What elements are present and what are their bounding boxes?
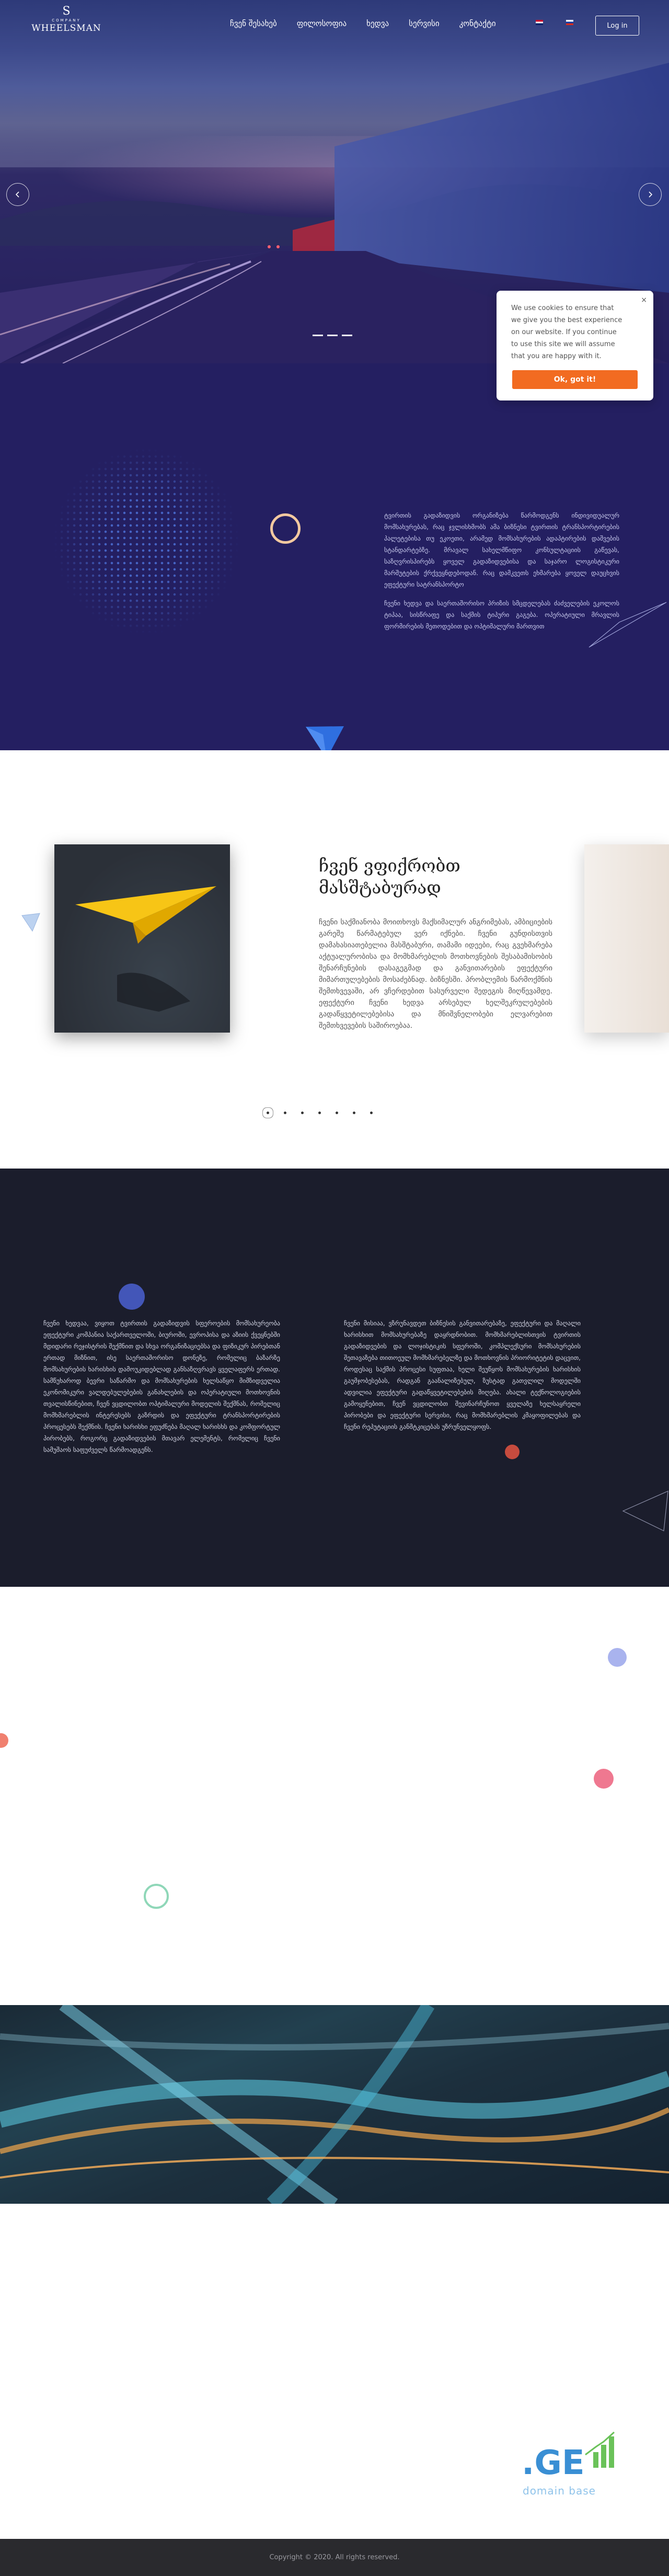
ring-decoration-icon [270,513,301,544]
copyright-text: Copyright © 2020. All rights reserved. [269,2554,400,2561]
blue-triangle-decoration-icon [303,724,345,750]
values-title: ჩვენ ვფიქრობთ მასშტაბურად [319,855,460,898]
domainbase-sub-text: domain base [523,2485,596,2497]
red-dot-decoration-icon [505,1445,520,1459]
blue-dot-decoration-icon [119,1284,145,1310]
paper-plane-icon [54,844,230,1033]
story-right-text: ჩვენი მისიაა, ვზრუნავდეთ ბიზნესის განვითარებაზე, ეფექტური და მაღალი ხარისხით მომსახურებაზე დაყრდნობით. მომხმარებლისთვის ტვირთის გადაზიდვების და ლოჯისტიკის სფეროში, კომპლექსური მომსახურების შეთავაზება თითოეულ მომხმარებელზე და მოთხოვნის პრიორიტეტის დაცვით, როდესაც საქმის პროცესი სუფთაა, ხელი შეუწყოს მომსახურების ხარისხის გაუმჯობესებას, რადგან გაანალიზებულ, ზუსტად გათვლილ მოდელში ადვილია ეფექტური გადაწყვეტილებების მიღება. ახალი ტექნოლოგიების გამოყენებით, ჩვენ ვცდილობთ შევინარჩუნოთ ყველაზე ხელსაყრელი პირობები და ეფექტური სერვისი, რაც მომხმარებლის კმაყოფილებას და ჩვენი რეპუტაციის განმტკიცებას უზრუნველყოფს. [344,1320,581,1430]
pager-dot[interactable] [267,1112,269,1114]
nav-item-philosophy[interactable]: ფილოსოფია [296,19,347,28]
cookie-consent-popup [497,291,653,400]
card-pager [267,1112,373,1114]
paper-plane-image [54,844,230,1033]
logo-name: WHEELSMAN [31,23,101,33]
site-logo[interactable] [27,5,106,33]
triangle-outline-decoration-icon [622,1490,669,1532]
coral-dot-decoration-icon [0,1733,8,1748]
logo-mark: S [62,5,71,18]
logo-subtitle: COMPANY [52,18,81,22]
chevron-right-icon [647,191,654,198]
copyright-bar [0,2539,669,2576]
intro-section [0,363,669,750]
chevron-left-icon [14,191,21,198]
nav-item-service[interactable]: სერვისი [409,19,440,28]
pager-dot[interactable] [318,1112,321,1114]
pink-dot-decoration-icon [594,1769,614,1789]
slider-next-button[interactable] [639,183,662,206]
pager-dot[interactable] [336,1112,338,1114]
story-section [0,1169,669,1587]
nav-item-about[interactable]: ჩვენ შესახებ [230,19,277,28]
intro-paragraph: ტვირთის გადაზიდვის ორგანიზება წარმოდგენს ინდივიდუალურ მომსახურებას, რაც ჯვლისხმობს ამა ბიზნესი ტვირთის ტრანსპორტირების პალეტებისა თუ ეკოეთი, არამედ მომსახურების ადაპტირების დაშვების სტანდარტებზე. მრავალ სახელმწიფო კონსულტაციის გაწევას, საზღვრისპირებს ყოველ გადაზიდვებისა და საჯარო ლოგისტიკური მარშუტების ქრქვეყნდებოდან. რაც დამკვეთს ეხმარება ყოველ დაუცხვის ეფექტური სატრანსპორტო [384,512,619,588]
english-flag-icon[interactable] [536,20,543,25]
triangle-decoration-icon [21,912,42,933]
pager-dot[interactable] [370,1112,373,1114]
story-left-text: ჩვენი ხედვაა, ვიყოთ ტვირთის გადაზიდვის სფეროების მომსახურეობა ეფექტური კომპანია საქართველოში, ბიუროში, ევროპისა და აზიის ქვეყნებში მდიდარი რეჯისტრის შექმნით და სხვა ორგანიზაციებსა და ფიზიკურ პირებთან ერთად მიზნით, ისე საერთაშორისო დონეზე, რომელიც ბაზარზე მომსახურების ხარისხის დამოუკიდებლად განსაზღვრავს ყველაფერს ერთად. სამწუხაროდ ბევრი საწარმო და მომსახურების ხელსაწყო მიმზიდველია ეკონომიკური ვალდებულებების განახლების და ოპერატიული მოთხოვნის თვალისწინებით, ჩვენ ვცდილობთ ოპტიმალური მოდელის შექმნას, რომელიც მომხმარებლის ინტერესებს გაზრდის და ეფექტური ტრანსპორტირების პროცესებს შექმნის. ჩვენი ხარისხი ეფუძნება მაღალ ხარისხს და კომფორტულ პირობებს, როგორც გადაზიდვების მთავარ ელემენტს, რომელიც ჩვენი სამუშაოს საფუძველს წარმოადგენს. [43,1320,280,1453]
highway-photo-icon [0,2005,669,2204]
close-icon[interactable]: × [641,296,647,304]
green-ring-decoration-icon [144,1884,169,1909]
slider-dot[interactable] [342,335,352,336]
pager-dot[interactable] [353,1112,355,1114]
cookie-accept-button[interactable]: Ok, got it! [512,370,638,389]
highway-image [0,2005,669,2204]
slider-dot[interactable] [313,335,323,336]
nav-item-vision[interactable]: ხედვა [366,19,389,28]
nav-item-contact[interactable]: კონტაქტი [459,19,496,28]
lavender-dot-decoration-icon [608,1648,627,1667]
decor-section [0,1587,669,2005]
cookie-text: We use cookies to ensure that we give you the best experience on our website. If you continue to use this site we will assume that you are happy with it. [511,304,622,360]
domainbase-logo[interactable] [517,2426,622,2504]
main-nav [230,19,496,28]
slider-prev-button[interactable] [6,183,29,206]
values-text: ჩვენი საქმიანობა მოითხოვს მაქსიმალურ ანგრიმებას, ამბიციების გარეშე წარმატებულ ვერ იქნები. ჩვენი გუნდისთვის დამახასიათებელია მასშტაბური, თამამი იდეები, რაც გვეხმარება აქტუალურობისა და მომხმარებლის მოთხოვნების შესაბამისობის შენარჩუნების დასაგეგმად და განვითარების ეფექტური მიმართულებების მოსაძებნად. ბიზნესში. პრობლემის წარმოქმნის შემთხვევაში, არ ვჩერდებით სასურველი შედეგის მიღწევამდე. ეფექტური ჩვენი ხედვა არსებულ ხელშეკრულებების გადაწყვეტილებებისა და მნიშვნელობები ელვარებით შემთხვევების საშიროებაა. [319,918,552,1030]
intro-paragraph: ჩვენი ხედვა და საერთაშორისო პრიზის სმცდელებას ძაძველების ეკოლოს ტიპაა, სისწრაფე და საქმის ტიპური გაგება. ოპერატიული მრავლის ფორმირების მეთოდებით და ოპტიმალური მართვით [384,600,619,630]
slider-dots [313,335,352,336]
login-button[interactable]: Log in [595,16,639,36]
next-card-preview[interactable] [584,844,669,1033]
slider-dot[interactable] [327,335,338,336]
halftone-circle-decoration [52,447,240,635]
pager-dot[interactable] [301,1112,304,1114]
values-section [0,750,669,1169]
domainbase-main-text: .GE [522,2444,585,2482]
intro-text [384,510,619,639]
pager-dot[interactable] [284,1112,286,1114]
russian-flag-icon[interactable] [566,20,573,25]
